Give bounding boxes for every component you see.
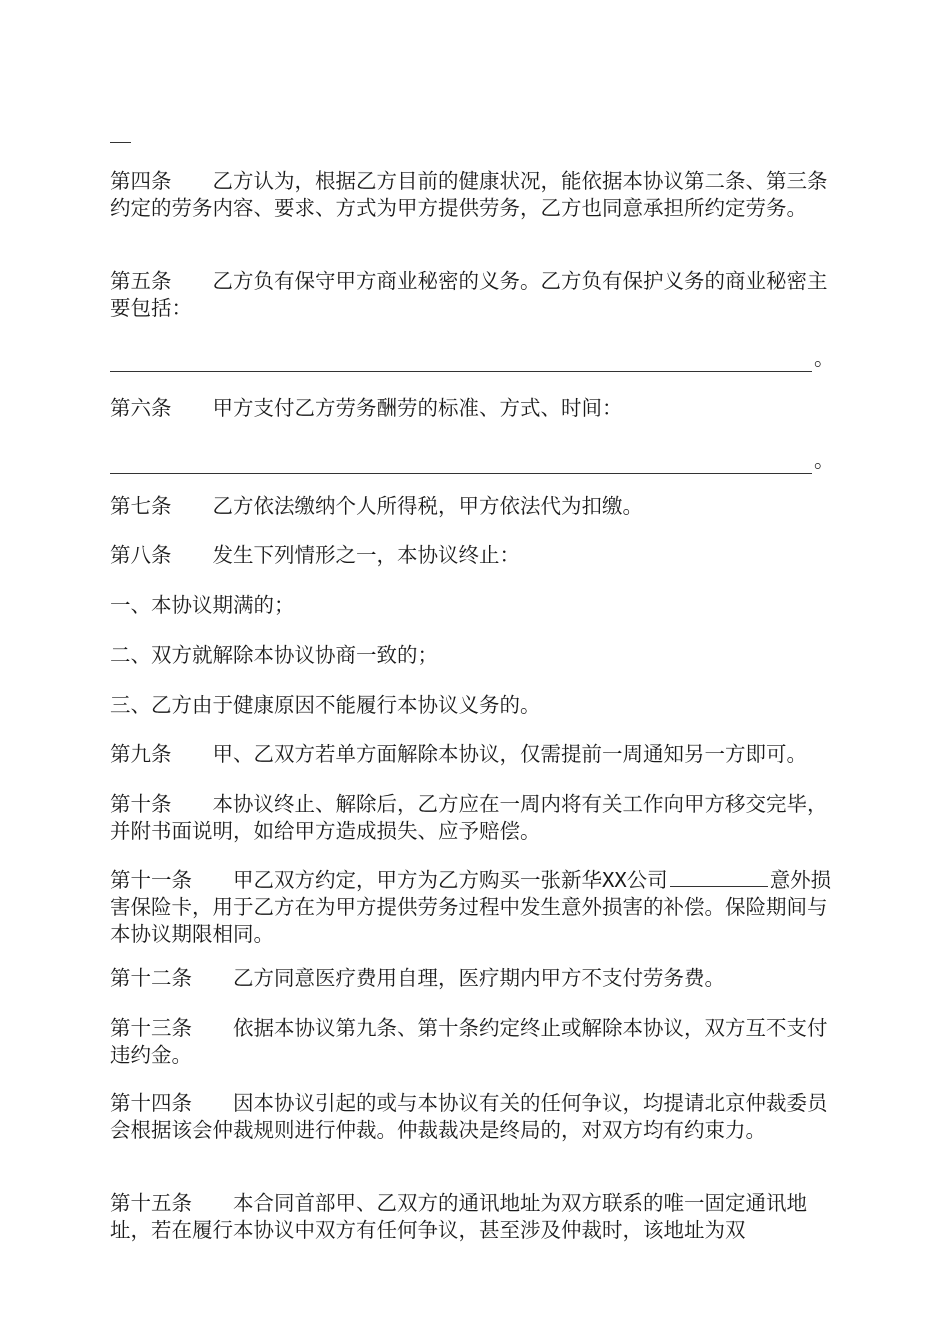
clause-5-blank-line xyxy=(110,345,835,372)
clause-11-part-a: 第十一条 甲乙双方约定，甲方为乙方购买一张新华XX公司 xyxy=(110,868,668,892)
clause-14: 第十四条 因本协议引起的或与本协议有关的任何争议，均提请北京仲裁委员会根据该会仲裁规则进行仲裁。仲裁裁决是终局的，对双方均有约束力。 xyxy=(110,1091,828,1142)
clause-10: 第十条 本协议终止、解除后，乙方应在一周内将有关工作向甲方移交完毕，并附书面说明，如给甲方造成损失、应予赔偿。 xyxy=(110,792,828,843)
insurance-type-blank xyxy=(670,866,768,887)
clause-8-item-3: 三、乙方由于健康原因不能履行本协议义务的。 xyxy=(110,693,541,717)
clause-4: 第四条 乙方认为，根据乙方目前的健康状况，能依据本协议第二条、第三条约定的劳务内容、要求、方式为甲方提供劳务，乙方也同意承担所约定劳务。 xyxy=(110,169,828,220)
clause-13: 第十三条 依据本协议第九条、第十条约定终止或解除本协议，双方互不支付违约金。 xyxy=(110,1016,828,1067)
clause-12: 第十二条 乙方同意医疗费用自理，医疗期内甲方不支付劳务费。 xyxy=(110,966,725,990)
clause-15: 第十五条 本合同首部甲、乙双方的通讯地址为双方联系的唯一固定通讯地址，若在履行本协议中双方有任何争议，甚至涉及仲裁时，该地址为双 xyxy=(110,1191,807,1242)
fill-in-rule xyxy=(110,455,812,474)
clause-8: 第八条 发生下列情形之一，本协议终止： xyxy=(110,543,520,567)
clause-6-blank-line xyxy=(110,447,835,474)
fill-in-rule xyxy=(110,353,812,372)
clause-11-part-b: 意外损害保险卡，用于乙方在为甲方提供劳务过程中发生意外损害的补偿。保险期间与本协议期限相同。 xyxy=(110,868,832,946)
clause-6-period: 。 xyxy=(814,448,835,472)
clause-9: 第九条 甲、乙双方若单方面解除本协议，仅需提前一周通知另一方即可。 xyxy=(110,742,807,766)
clause-6: 第六条 甲方支付乙方劳务酬劳的标准、方式、时间： xyxy=(110,396,623,420)
clause-8-item-2: 二、双方就解除本协议协商一致的； xyxy=(110,643,438,667)
clause-11 xyxy=(110,866,845,948)
top-dash-mark xyxy=(110,142,131,143)
clause-5-period: 。 xyxy=(814,346,835,370)
clause-8-item-1: 一、本协议期满的； xyxy=(110,593,295,617)
clause-5: 第五条 乙方负有保守甲方商业秘密的义务。乙方负有保护义务的商业秘密主要包括： xyxy=(110,269,828,320)
clause-7: 第七条 乙方依法缴纳个人所得税，甲方依法代为扣缴。 xyxy=(110,494,643,518)
